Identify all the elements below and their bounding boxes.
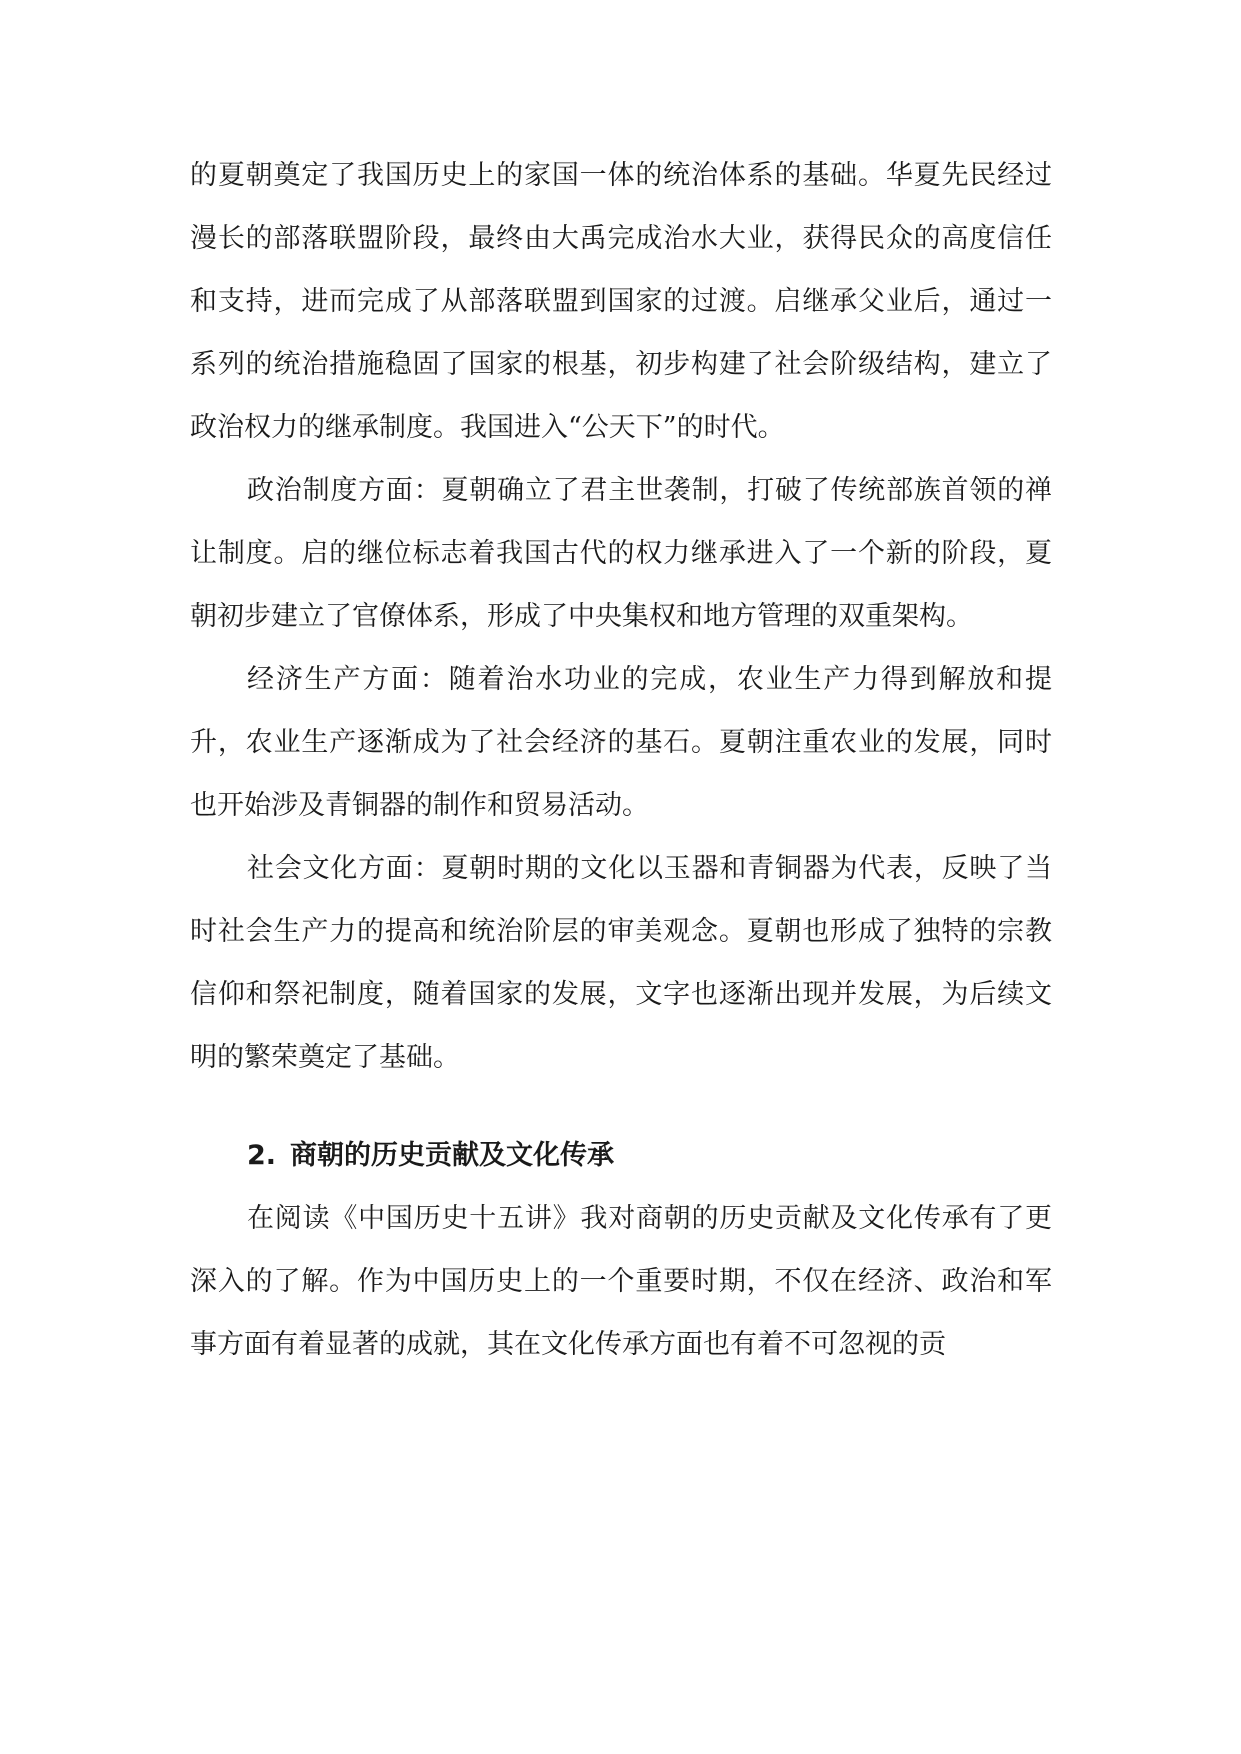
paragraph-xia-economy: 经济生产方面：随着治水功业的完成，农业生产力得到解放和提升，农业生产逐渐成为了社会经济的基石。夏朝注重农业的发展，同时也开始涉及青铜器的制作和贸易活动。 — [190, 664, 1052, 821]
paragraph-xia-foundation: 的夏朝奠定了我国历史上的家国一体的统治体系的基础。华夏先民经过漫长的部落联盟阶段，最终由大禹完成治水大业，获得民众的高度信任和支持，进而完成了从部落联盟到国家的过渡。启继承父业后，通过一系列的统治措施稳固了国家的根基，初步构建了社会阶级结构，建立了政治权力的继承制度。我国进入“公天下”的时代。 — [190, 160, 1052, 443]
section-heading — [190, 1124, 1052, 1187]
paragraph-shang-intro: 在阅读《中国历史十五讲》我对商朝的历史贡献及文化传承有了更深入的了解。作为中国历史上的一个重要时期，不仅在经济、政治和军事方面有着显著的成就，其在文化传承方面也有着不可忽视的贡 — [190, 1203, 1052, 1360]
paragraph-xia-politics: 政治制度方面：夏朝确立了君主世袭制，打破了传统部族首领的禅让制度。启的继位标志着我国古代的权力继承进入了一个新的阶段，夏朝初步建立了官僚体系，形成了中央集权和地方管理的双重架构。 — [190, 475, 1052, 632]
section-title: 商朝的历史贡献及文化传承 — [290, 1140, 615, 1171]
document-body — [190, 144, 1052, 1376]
paragraph-xia-culture: 社会文化方面：夏朝时期的文化以玉器和青铜器为代表，反映了当时社会生产力的提高和统治阶层的审美观念。夏朝也形成了独特的宗教信仰和祭祀制度，随着国家的发展，文字也逐渐出现并发展，为后续文明的繁荣奠定了基础。 — [190, 853, 1052, 1073]
section-number: 2. — [247, 1140, 277, 1171]
